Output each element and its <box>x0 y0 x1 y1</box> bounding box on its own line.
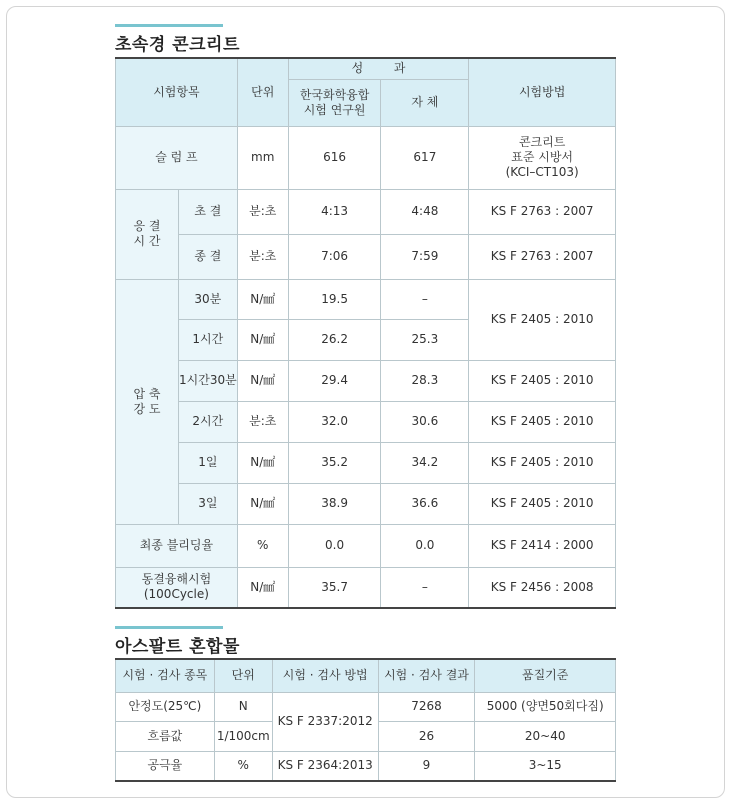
row-30min-self: – <box>381 279 469 319</box>
row-2h-unit: 분:초 <box>237 401 288 442</box>
row-bleeding-label: 최종 블리딩율 <box>116 524 238 567</box>
concrete-test-table <box>115 57 616 609</box>
header-test-result: 시험 · 검사 결과 <box>378 659 475 692</box>
row-30min-unit: N/㎟ <box>237 279 288 319</box>
title-accent-bar <box>115 626 223 629</box>
row-final-self: 7:59 <box>381 234 469 279</box>
row-1d-method: KS F 2405 : 2010 <box>469 442 616 483</box>
row-1d-self: 34.2 <box>381 442 469 483</box>
row-1h30-self: 28.3 <box>381 360 469 401</box>
row-2h-self: 30.6 <box>381 401 469 442</box>
row-void-result: 9 <box>378 751 475 781</box>
row-stability-unit: N <box>214 692 272 721</box>
row-flow-result: 26 <box>378 721 475 751</box>
row-flow-standard: 20~40 <box>475 721 616 751</box>
header-unit: 단위 <box>214 659 272 692</box>
row-slump-label: 슬 럼 프 <box>116 126 238 189</box>
row-1h-self: 25.3 <box>381 319 469 360</box>
row-final-label: 종 결 <box>178 234 237 279</box>
row-bleeding-inst: 0.0 <box>288 524 381 567</box>
row-final-method: KS F 2763 : 2007 <box>469 234 616 279</box>
row-flow-unit: 1/100cm <box>214 721 272 751</box>
row-1h-inst: 26.2 <box>288 319 381 360</box>
row-freeze-unit: N/㎟ <box>237 567 288 608</box>
section-title-concrete: 초속경 콘크리트 <box>115 30 240 58</box>
row-freeze-self: – <box>381 567 469 608</box>
row-2h-method: KS F 2405 : 2010 <box>469 401 616 442</box>
row-initial-unit: 분:초 <box>237 189 288 234</box>
title-accent-bar <box>115 24 223 27</box>
row-1d-inst: 35.2 <box>288 442 381 483</box>
row-initial-label: 초 결 <box>178 189 237 234</box>
header-results: 성 과 <box>288 58 469 79</box>
row-30min-inst: 19.5 <box>288 279 381 319</box>
row-initial-inst: 4:13 <box>288 189 381 234</box>
header-quality-standard: 품질기준 <box>475 659 616 692</box>
header-method: 시험방법 <box>469 58 616 126</box>
row-1h30-inst: 29.4 <box>288 360 381 401</box>
row-1h30-unit: N/㎟ <box>237 360 288 401</box>
row-freeze-label: 동결융해시험 (100Cycle) <box>116 567 238 608</box>
row-stability-item: 안정도(25℃) <box>116 692 215 721</box>
asphalt-test-table <box>115 658 616 782</box>
row-bleeding-self: 0.0 <box>381 524 469 567</box>
row-initial-method: KS F 2763 : 2007 <box>469 189 616 234</box>
row-slump-method: 콘크리트 표준 시방서 (KCI–CT103) <box>469 126 616 189</box>
row-stability-standard: 5000 (양면50회다짐) <box>475 692 616 721</box>
row-2h-label: 2시간 <box>178 401 237 442</box>
row-1h30-method: KS F 2405 : 2010 <box>469 360 616 401</box>
row-void-unit: % <box>214 751 272 781</box>
row-bleeding-method: KS F 2414 : 2000 <box>469 524 616 567</box>
row-3d-unit: N/㎟ <box>237 483 288 524</box>
row-slump-inst: 616 <box>288 126 381 189</box>
header-unit: 단위 <box>237 58 288 126</box>
row-initial-self: 4:48 <box>381 189 469 234</box>
row-3d-method: KS F 2405 : 2010 <box>469 483 616 524</box>
header-test-method: 시험 · 검사 방법 <box>272 659 378 692</box>
row-3d-self: 36.6 <box>381 483 469 524</box>
row-slump-unit: mm <box>237 126 288 189</box>
row-freeze-inst: 35.7 <box>288 567 381 608</box>
group-compressive-strength: 압 축 강 도 <box>116 279 179 524</box>
row-void-method: KS F 2364:2013 <box>272 751 378 781</box>
row-30min-label: 30분 <box>178 279 237 319</box>
row-void-item: 공극율 <box>116 751 215 781</box>
row-1d-label: 1일 <box>178 442 237 483</box>
header-self: 자 체 <box>381 79 469 126</box>
row-3d-inst: 38.9 <box>288 483 381 524</box>
row-final-inst: 7:06 <box>288 234 381 279</box>
row-1h-unit: N/㎟ <box>237 319 288 360</box>
row-3d-label: 3일 <box>178 483 237 524</box>
group-setting-time: 응 결 시 간 <box>116 189 179 279</box>
row-void-standard: 3~15 <box>475 751 616 781</box>
row-freeze-method: KS F 2456 : 2008 <box>469 567 616 608</box>
header-test-item: 시험 · 검사 종목 <box>116 659 215 692</box>
row-shared-method: KS F 2337:2012 <box>272 692 378 751</box>
header-item: 시험항목 <box>116 58 238 126</box>
row-bleeding-unit: % <box>237 524 288 567</box>
row-1d-unit: N/㎟ <box>237 442 288 483</box>
row-final-unit: 분:초 <box>237 234 288 279</box>
row-stability-result: 7268 <box>378 692 475 721</box>
row-2h-inst: 32.0 <box>288 401 381 442</box>
row-1h30-label: 1시간30분 <box>178 360 237 401</box>
row-flow-item: 흐름값 <box>116 721 215 751</box>
section-title-asphalt: 아스팔트 혼합물 <box>115 632 240 660</box>
row-1h-label: 1시간 <box>178 319 237 360</box>
row-30min-1h-method: KS F 2405 : 2010 <box>469 279 616 360</box>
header-inst: 한국화학융합 시험 연구원 <box>288 79 381 126</box>
row-slump-self: 617 <box>381 126 469 189</box>
